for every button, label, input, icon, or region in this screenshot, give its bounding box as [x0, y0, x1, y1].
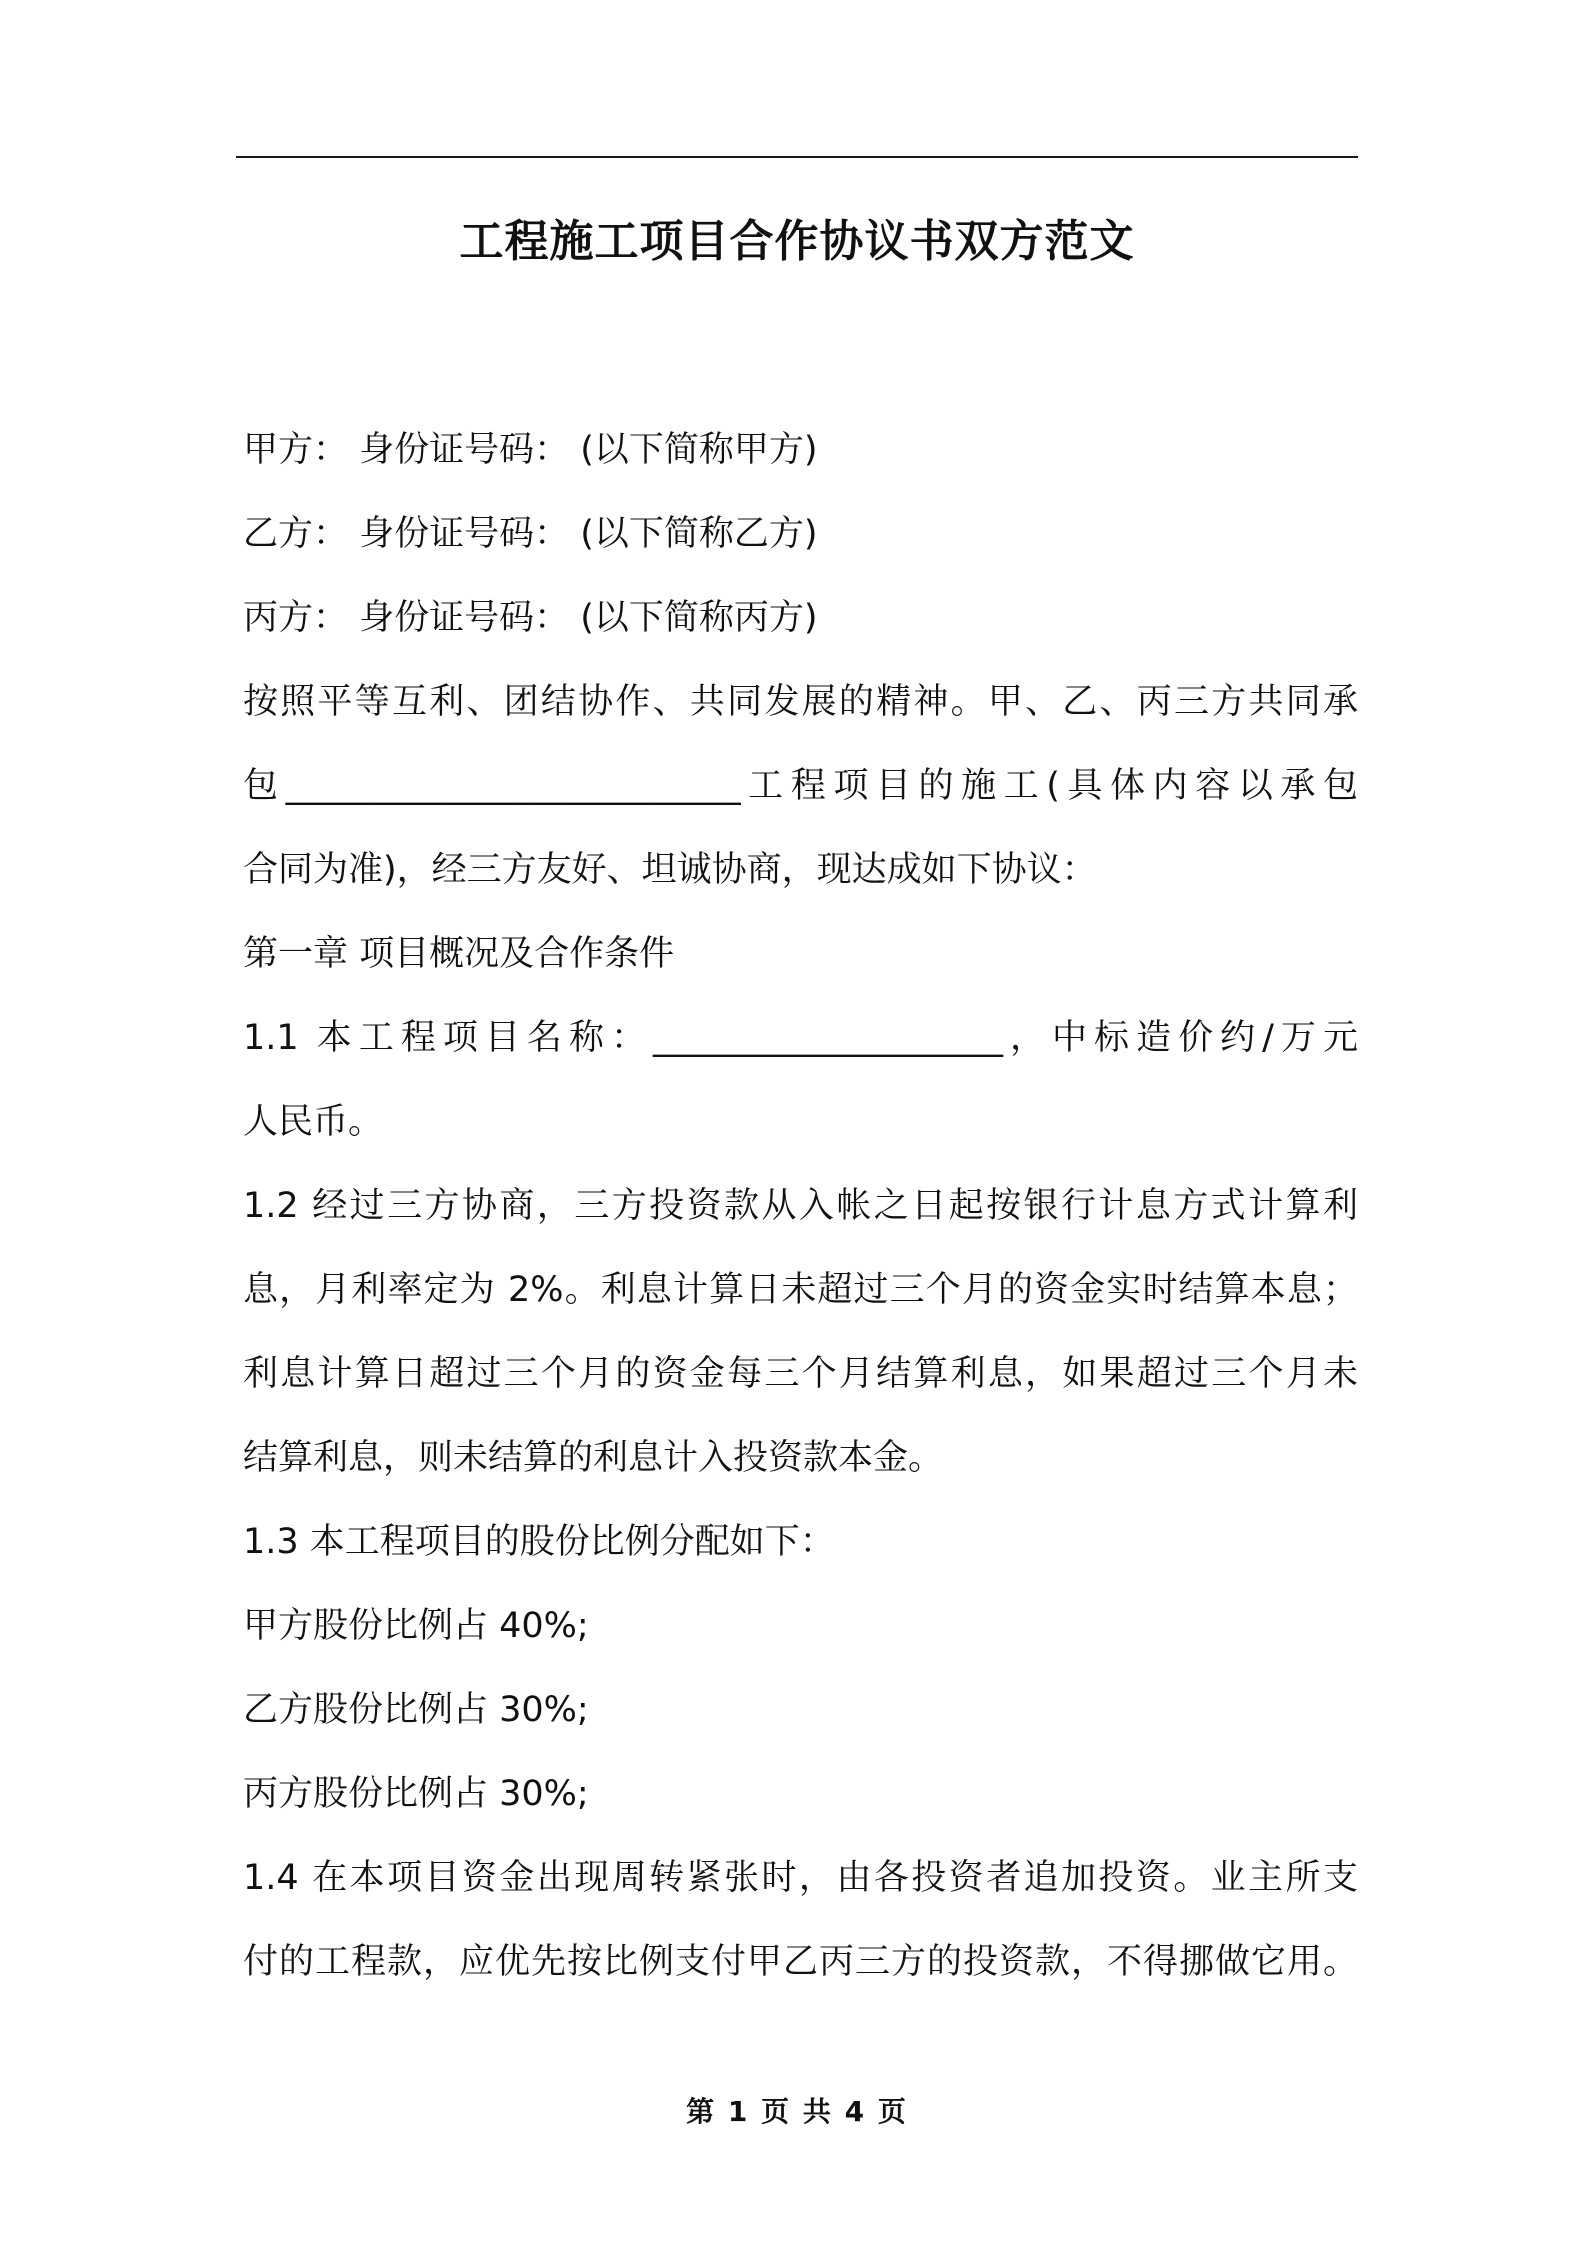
- party-b-line: 乙方： 身份证号码： (以下简称乙方): [243, 514, 818, 554]
- clause-line: 1.2 经过三方协商，三方投资款从入帐之日起按银行计息方式计算利: [243, 1186, 1358, 1226]
- share-line: 乙方股份比例占 30%;: [243, 1690, 589, 1730]
- document-title: 工程施工项目合作协议书双方范文: [459, 216, 1135, 267]
- clause-line: 1.1 本工程项目名称：____________________，中标造价约/万元: [243, 1018, 1358, 1058]
- clause-line: 人民币。: [243, 1102, 384, 1142]
- clause-line: 结算利息，则未结算的利息计入投资款本金。: [243, 1438, 944, 1478]
- clause-line: 付的工程款，应优先按比例支付甲乙丙三方的投资款，不得挪做它用。: [243, 1942, 1358, 1982]
- header-rule: [236, 156, 1358, 158]
- document-body: [243, 408, 1358, 2004]
- page-number: 第 1 页 共 4 页: [686, 2095, 908, 2128]
- clause-line: 利息计算日超过三个月的资金每三个月结算利息，如果超过三个月未: [243, 1354, 1358, 1394]
- clause-line: 1.3 本工程项目的股份比例分配如下：: [243, 1522, 835, 1562]
- clause-line: 1.4 在本项目资金出现周转紧张时，由各投资者追加投资。业主所支: [243, 1858, 1358, 1898]
- party-a-line: 甲方： 身份证号码： (以下简称甲方): [243, 430, 818, 470]
- paragraph-line: 按照平等互利、团结协作、共同发展的精神。甲、乙、丙三方共同承: [243, 682, 1358, 722]
- party-c-line: 丙方： 身份证号码： (以下简称丙方): [243, 598, 818, 638]
- chapter-heading: 第一章 项目概况及合作条件: [243, 934, 675, 974]
- paragraph-line: 合同为准)，经三方友好、坦诚协商，现达成如下协议：: [243, 850, 1097, 890]
- paragraph-line: 包__________________________工程项目的施工(具体内容以承包: [243, 766, 1358, 806]
- clause-line: 息，月利率定为 2%。利息计算日未超过三个月的资金实时结算本息；: [243, 1270, 1358, 1310]
- share-line: 甲方股份比例占 40%;: [243, 1606, 589, 1646]
- share-line: 丙方股份比例占 30%;: [243, 1774, 589, 1814]
